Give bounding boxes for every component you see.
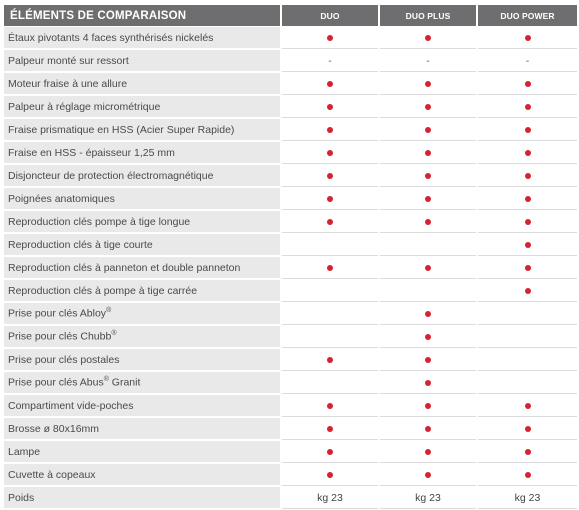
cell-duo (282, 280, 378, 302)
included-dot-icon (525, 242, 531, 248)
included-dot-icon (327, 35, 333, 41)
row-label (4, 234, 280, 256)
table-row (4, 372, 577, 394)
cell-duo-plus (380, 50, 476, 72)
cell-duo-plus (380, 234, 476, 256)
cell-duo-plus (380, 119, 476, 141)
included-dot-icon (425, 334, 431, 340)
row-label (4, 280, 280, 302)
cell-duo-plus (380, 142, 476, 164)
row-label-text: Prise pour clés postales (8, 353, 120, 366)
included-dot-icon (425, 380, 431, 386)
included-dot-icon (327, 472, 333, 478)
included-dot-icon (525, 219, 531, 225)
table-row (4, 464, 577, 486)
cell-duo-power (478, 96, 577, 118)
row-label-text: Étaux pivotants 4 faces synthérisés nickelés (8, 31, 214, 44)
cell-duo-power (478, 303, 577, 325)
comparison-table-container (4, 4, 577, 510)
cell-duo-plus (380, 326, 476, 348)
table-row (4, 257, 577, 279)
included-dot-icon (327, 449, 333, 455)
row-label-text: Prise pour clés Chubb (8, 330, 112, 343)
row-label-text: Prise pour clés Abus (8, 376, 104, 389)
cell-duo-power (478, 441, 577, 463)
cell-duo (282, 326, 378, 348)
cell-duo-power (478, 257, 577, 279)
cell-duo-plus (380, 395, 476, 417)
row-label-text: Fraise en HSS - épaisseur 1,25 mm (8, 146, 175, 159)
cell-duo (282, 257, 378, 279)
cell-duo-power (478, 165, 577, 187)
included-dot-icon (525, 265, 531, 271)
cell-duo (282, 303, 378, 325)
cell-duo-plus (380, 372, 476, 394)
cell-duo-plus (380, 165, 476, 187)
included-dot-icon (525, 403, 531, 409)
cell-duo-plus (380, 487, 476, 509)
row-label (4, 487, 280, 509)
included-dot-icon (525, 127, 531, 133)
table-row (4, 96, 577, 118)
row-label-text: Reproduction clés pompe à tige longue (8, 215, 191, 228)
included-dot-icon (327, 403, 333, 409)
row-label (4, 27, 280, 49)
row-label-text: Compartiment vide-poches (8, 399, 134, 412)
dash-mark: - (525, 55, 530, 67)
row-label (4, 211, 280, 233)
row-label-text: Reproduction clés à panneton et double panneton (8, 261, 241, 274)
included-dot-icon (425, 403, 431, 409)
cell-duo (282, 119, 378, 141)
row-label-suffix: Granit (108, 376, 141, 389)
cell-duo-power (478, 211, 577, 233)
included-dot-icon (525, 104, 531, 110)
included-dot-icon (327, 104, 333, 110)
table-row (4, 188, 577, 210)
row-label (4, 349, 280, 371)
cell-duo-power (478, 395, 577, 417)
row-label (4, 142, 280, 164)
row-label (4, 303, 280, 325)
included-dot-icon (525, 196, 531, 202)
included-dot-icon (425, 173, 431, 179)
included-dot-icon (425, 35, 431, 41)
cell-duo-power (478, 372, 577, 394)
cell-duo (282, 487, 378, 509)
included-dot-icon (525, 150, 531, 156)
cell-duo-power (478, 188, 577, 210)
cell-duo (282, 27, 378, 49)
included-dot-icon (327, 219, 333, 225)
included-dot-icon (525, 288, 531, 294)
cell-duo (282, 441, 378, 463)
included-dot-icon (425, 219, 431, 225)
included-dot-icon (525, 449, 531, 455)
row-label-text: Disjoncteur de protection électromagnétique (8, 169, 214, 182)
header-title: ÉLÉMENTS DE COMPARAISON (4, 5, 280, 26)
row-label (4, 464, 280, 486)
included-dot-icon (327, 357, 333, 363)
row-label-text: Prise pour clés Abloy (8, 307, 107, 320)
cell-duo-plus (380, 73, 476, 95)
table-row (4, 27, 577, 49)
cell-duo (282, 73, 378, 95)
row-label-text: Palpeur monté sur ressort (8, 54, 129, 67)
header-col-duo: DUO (282, 5, 378, 26)
included-dot-icon (425, 127, 431, 133)
cell-duo-power (478, 326, 577, 348)
cell-duo-power (478, 418, 577, 440)
row-label (4, 96, 280, 118)
registered-mark: ® (103, 376, 109, 384)
cell-duo-plus (380, 27, 476, 49)
cell-duo (282, 372, 378, 394)
row-label-text: Moteur fraise à une allure (8, 77, 128, 90)
cell-duo (282, 464, 378, 486)
cell-duo (282, 50, 378, 72)
row-label-text: Lampe (8, 445, 41, 458)
cell-duo-plus (380, 303, 476, 325)
table-header-row (4, 5, 577, 26)
table-row (4, 50, 577, 72)
cell-duo (282, 349, 378, 371)
table-row (4, 73, 577, 95)
row-label (4, 188, 280, 210)
header-col-duo-power: DUO POWER (478, 5, 577, 26)
table-row (4, 165, 577, 187)
cell-value: kg 23 (415, 491, 441, 504)
row-label (4, 119, 280, 141)
row-label (4, 73, 280, 95)
row-label (4, 50, 280, 72)
table-row (4, 487, 577, 509)
table-row (4, 142, 577, 164)
included-dot-icon (425, 150, 431, 156)
row-label-text: Poignées anatomiques (8, 192, 115, 205)
cell-duo (282, 395, 378, 417)
table-row (4, 326, 577, 348)
cell-duo-power (478, 50, 577, 72)
included-dot-icon (525, 81, 531, 87)
included-dot-icon (425, 426, 431, 432)
row-label-text: Brosse ø 80x16mm (8, 422, 100, 435)
cell-duo-power (478, 280, 577, 302)
cell-duo-power (478, 119, 577, 141)
included-dot-icon (425, 104, 431, 110)
table-row (4, 234, 577, 256)
included-dot-icon (425, 265, 431, 271)
included-dot-icon (327, 81, 333, 87)
cell-value: kg 23 (514, 491, 541, 504)
row-label-text: Reproduction clés à tige courte (8, 238, 153, 251)
included-dot-icon (525, 173, 531, 179)
cell-duo-plus (380, 211, 476, 233)
registered-mark: ® (111, 330, 117, 338)
included-dot-icon (327, 127, 333, 133)
cell-duo-power (478, 142, 577, 164)
included-dot-icon (425, 472, 431, 478)
row-label (4, 257, 280, 279)
cell-duo-power (478, 73, 577, 95)
row-label (4, 395, 280, 417)
included-dot-icon (525, 472, 531, 478)
cell-duo (282, 211, 378, 233)
cell-duo-plus (380, 280, 476, 302)
table-row (4, 395, 577, 417)
header-col-duo-plus: DUO PLUS (380, 5, 476, 26)
cell-duo-power (478, 464, 577, 486)
table-row (4, 418, 577, 440)
included-dot-icon (425, 81, 431, 87)
row-label-text: Poids (8, 491, 35, 504)
row-label-text: Reproduction clés à pompe à tige carrée (8, 284, 198, 297)
included-dot-icon (425, 449, 431, 455)
cell-duo (282, 188, 378, 210)
registered-mark: ® (106, 307, 112, 315)
table-row (4, 349, 577, 371)
cell-duo (282, 96, 378, 118)
cell-duo-power (478, 27, 577, 49)
included-dot-icon (525, 426, 531, 432)
table-row (4, 280, 577, 302)
row-label (4, 441, 280, 463)
included-dot-icon (525, 35, 531, 41)
cell-duo-power (478, 487, 577, 509)
table-row (4, 441, 577, 463)
cell-duo-plus (380, 441, 476, 463)
cell-value: kg 23 (317, 491, 343, 504)
cell-duo-plus (380, 96, 476, 118)
included-dot-icon (425, 311, 431, 317)
included-dot-icon (327, 426, 333, 432)
included-dot-icon (327, 196, 333, 202)
cell-duo-plus (380, 257, 476, 279)
dash-mark: - (328, 55, 332, 67)
cell-duo (282, 142, 378, 164)
row-label (4, 165, 280, 187)
included-dot-icon (327, 150, 333, 156)
comparison-table (2, 4, 579, 510)
row-label-text: Fraise prismatique en HSS (Acier Super Rapide) (8, 123, 235, 136)
included-dot-icon (425, 357, 431, 363)
table-row (4, 119, 577, 141)
table-row (4, 211, 577, 233)
cell-duo-plus (380, 349, 476, 371)
cell-duo-plus (380, 418, 476, 440)
included-dot-icon (327, 265, 333, 271)
cell-duo (282, 234, 378, 256)
cell-duo (282, 165, 378, 187)
row-label (4, 418, 280, 440)
row-label (4, 372, 280, 394)
row-label (4, 326, 280, 348)
table-body (4, 27, 577, 509)
dash-mark: - (426, 55, 430, 67)
cell-duo-plus (380, 188, 476, 210)
cell-duo (282, 418, 378, 440)
cell-duo-plus (380, 464, 476, 486)
row-label-text: Cuvette à copeaux (8, 468, 96, 481)
cell-duo-power (478, 234, 577, 256)
table-row (4, 303, 577, 325)
included-dot-icon (327, 173, 333, 179)
row-label-text: Palpeur à réglage micrométrique (8, 100, 161, 113)
included-dot-icon (425, 196, 431, 202)
cell-duo-power (478, 349, 577, 371)
